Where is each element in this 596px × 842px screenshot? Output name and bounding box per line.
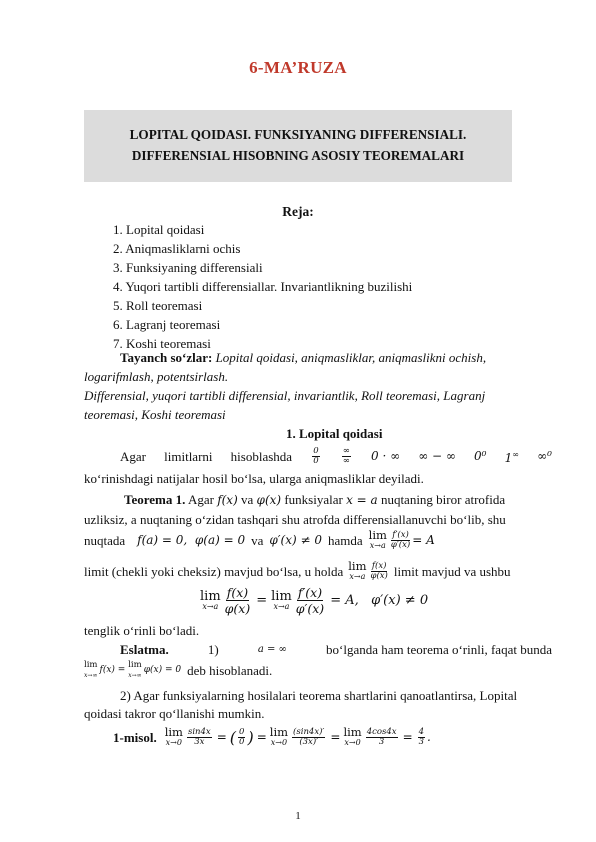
note-2-line-1: 2) Agar funksiyalarning hosilalari teorema shartlarini qanoatlantirsa, Lopital [120, 688, 518, 703]
keywords-line-4: teoremasi, Koshi teoremasi [84, 407, 226, 422]
keywords-line-2: logarifmlash, potentsirlash. [84, 369, 229, 384]
intro-line-2: ko‘rinishdagi natijalar hosil bo‘lsa, ularga aniqmasliklar deyiladi. [84, 471, 424, 486]
theorem-label: Teorema 1. [124, 492, 186, 507]
note-text: bo‘lganda ham teorema o‘rinli, faqat bunda [326, 642, 552, 657]
theorem-text: limit mavjud va ushbu [393, 563, 511, 579]
limit-operator: lim x→a [271, 588, 292, 611]
limit-operator: lim x→∞ [84, 660, 98, 679]
theorem-line-3: nuqtada f(a) = 0, φ(a) = 0 va φ′(x) ≠ 0 hamda lim x→a $\frac{f'(x)}{\varphi'(x)}$ = A [84, 528, 435, 550]
form-inf-pow-zero: ∞⁰ [537, 449, 552, 463]
theorem-text: va [251, 532, 264, 548]
theorem-text: hamda [327, 532, 363, 548]
limit-operator: lim x→0 [164, 725, 183, 747]
plan-item: 1. Lopital qoidasi [113, 222, 205, 237]
theorem-text: Agar [187, 492, 214, 507]
plan-item: 6. Lagranj teoremasi [113, 317, 221, 332]
theorem-text: nuqtaning biror atrofida [380, 492, 506, 507]
plan-item: 2. Aniqmasliklarni ochis [113, 241, 241, 256]
keywords-label: Tayanch so‘zlar: [120, 350, 213, 365]
form-inf-over-inf: $\frac{\infty}{\infty}$ [342, 446, 350, 466]
limit-operator: lim x→a [368, 528, 387, 550]
section-heading: 1. Lopital qoidasi [286, 426, 383, 441]
equality-line: tenglik o‘rinli bo‘ladi. [84, 623, 200, 638]
example-result: $\frac{4}{3}$ [418, 726, 425, 747]
note-label: Eslatma. [120, 642, 169, 657]
formula-lhs: $\frac{f(x)}{\varphi(x)}$ [224, 585, 251, 616]
limit-operator: lim x→a [200, 588, 221, 611]
note-line-2: lim x→∞ f(x) = lim x→∞ φ(x) = 0 deb hisoblanadi. [84, 660, 273, 679]
note-2-line-2: qoidasi takror qo‘llanishi mumkin. [84, 706, 265, 721]
example-label: 1-misol. [113, 729, 157, 745]
intro-line-1 [120, 447, 552, 466]
intro-word: Agar [120, 449, 146, 464]
form-zero-times-inf: 0 · ∞ [371, 449, 401, 463]
keywords-text: Lopital qoidasi, aniqmasliklar, aniqmaslikni ochish, [215, 350, 487, 365]
function-ratio: $\frac{f(x)}{\varphi(x)}$ [370, 560, 388, 581]
plan-item: 7. Koshi teoremasi [113, 336, 211, 351]
note-line-1: Eslatma. 1) a = ∞ bo‘lganda ham teorema o‘rinli, faqat bunda [120, 642, 552, 657]
keywords-line-1 [120, 350, 486, 365]
banner-line-1: LOPITAL QOIDASI. FUNKSIYANING DIFFERENSIALI. [129, 127, 467, 142]
topic-banner [84, 110, 512, 182]
plan-item: 3. Funksiyaning differensiali [113, 260, 263, 275]
keywords-line-3: Differensial, yuqori tartibli differensial, invariantlik, Roll teoremasi, Lagranj [84, 388, 486, 403]
example-ratio: $\frac{\sin 4x}{3x}$ [187, 726, 211, 747]
example-1: 1-misol. lim x→0 $\frac{\sin 4x}{3x}$ = ( $\frac{0}{0}$ ) = lim x→0 $\frac{(\sin 4x)'}{(3x)'}$ = lim x→0 $\frac{4\cos 4x}{3}$ = $\frac{4}{3}$ . [113, 725, 431, 747]
theorem-text: funksiyalar [284, 492, 343, 507]
intro-word: limitlarni [164, 449, 213, 464]
limit-operator: lim x→∞ [128, 660, 142, 679]
form-zero-pow-zero: 0⁰ [474, 449, 487, 463]
lecture-title: 6-MA’RUZA [249, 58, 347, 77]
plan-list [113, 222, 412, 351]
limit-operator: lim x→a [348, 559, 367, 581]
theorem-text: nuqtada [84, 532, 126, 548]
plan-heading: Reja: [282, 204, 314, 219]
theorem-text: va [241, 492, 254, 507]
limit-operator: lim x→0 [269, 725, 289, 747]
form-zero-over-zero: $\frac{0}{0}$ [313, 446, 319, 466]
theorem-line-4 [84, 561, 511, 581]
example-simplified-ratio: $\frac{4\cos 4x}{3}$ [366, 726, 397, 747]
form-inf-minus-inf: ∞ − ∞ [418, 449, 456, 463]
theorem-line-2: uzliksiz, a nuqtaning o‘zidan tashqari shu atrofda differensiallanuvchi bo‘lib, shu [84, 512, 506, 527]
formula-rhs: $\frac{f'(x)}{\varphi'(x)}$ [295, 585, 325, 616]
theorem-line-1: Teorema 1. Agar f(x) va φ(x) funksiyalar x = a nuqtaning biror atrofida [124, 492, 506, 507]
derivative-ratio: $\frac{f'(x)}{\varphi'(x)}$ [390, 529, 411, 550]
banner-line-2: DIFFERENSIAL HISOBNING ASOSIY TEOREMALARI [131, 148, 465, 163]
page-number: 1 [295, 810, 301, 822]
note-text: deb hisoblanadi. [187, 662, 273, 678]
theorem-text: limit (chekli yoki cheksiz) mavjud bo‘lsa, u holda [84, 563, 344, 579]
form-one-pow-inf: 1∞ [504, 450, 519, 465]
lopital-formula: lim x→a $\frac{f(x)}{\varphi(x)}$ = lim x→a $\frac{f'(x)}{\varphi'(x)}$ = A, φ′(x) ≠ 0 [200, 585, 429, 616]
example-derivative-ratio: $\frac{(\sin 4x)'}{(3x)'}$ [293, 726, 325, 747]
note-text: 1) [207, 642, 219, 657]
plan-item: 4. Yuqori tartibli differensiallar. Invariantlikning buzilishi [113, 279, 413, 294]
limit-operator: lim x→0 [343, 725, 362, 747]
plan-item: 5. Roll teoremasi [113, 298, 203, 313]
intro-word: hisoblashda [230, 449, 293, 464]
